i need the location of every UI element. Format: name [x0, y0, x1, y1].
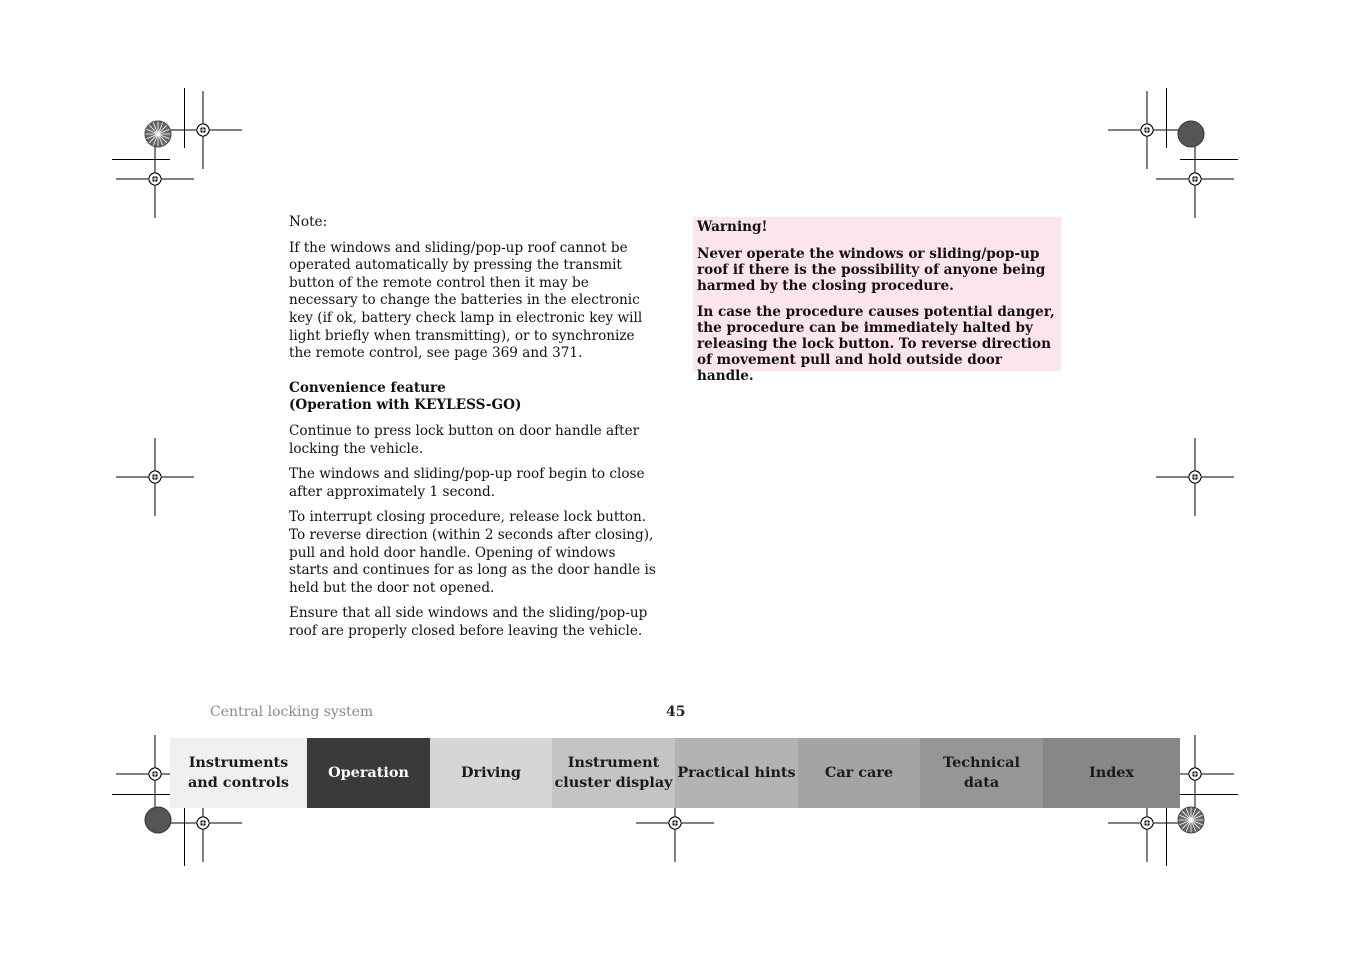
- body-paragraph: Continue to press lock button on door handle after locking the vehicle.: [289, 422, 640, 457]
- color-target: [1178, 807, 1204, 833]
- page-number: 45: [666, 704, 686, 720]
- tab-practical-hints[interactable]: [675, 738, 798, 808]
- warning-box: [693, 217, 1061, 384]
- section-heading-line2: (Operation with KEYLESS-GO): [289, 397, 522, 414]
- tab-label-line1: Driving: [461, 764, 521, 781]
- left-text-column: [289, 214, 657, 648]
- color-target: [1178, 121, 1204, 147]
- color-target: [145, 807, 171, 833]
- tab-label-line1: Index: [1089, 764, 1134, 781]
- tab-label-line1: Practical hints: [677, 764, 796, 781]
- body-paragraph: To interrupt closing procedure, release lock button. To reverse direction (within 2 seconds after closing), pull and hold door handle. Opening of windows starts and continues for as long as the door handle is held but the door not opened.: [289, 509, 656, 596]
- tab-instruments-and-controls[interactable]: [170, 738, 307, 808]
- tab-label-line1: Operation: [328, 764, 409, 781]
- tab-technical-data[interactable]: [920, 738, 1043, 808]
- tab-label-line2: data: [963, 774, 1000, 791]
- tab-label-line1: Instruments: [188, 754, 289, 771]
- tab-label-line1: Technical: [943, 754, 1020, 771]
- tab-index[interactable]: [1043, 738, 1180, 808]
- warning-title: Warning!: [697, 219, 768, 235]
- warning-paragraph: Never operate the windows or sliding/pop-up roof if there is the possibility of anyone being harmed by the closing procedure.: [697, 246, 1046, 294]
- section-heading: [289, 380, 657, 415]
- registration-target: [164, 91, 242, 169]
- registration-target: [1108, 91, 1186, 169]
- running-title: Central locking system: [210, 704, 374, 720]
- body-paragraph: Ensure that all side windows and the sliding/pop-up roof are properly closed before leaving the vehicle.: [289, 605, 648, 639]
- note-paragraph: If the windows and sliding/pop-up roof cannot be operated automatically by pressing the transmit button of the remote control then it may be necessary to change the batteries in the electronic key (if ok, battery check lamp in electronic key will light briefly when transmitting), or to synchronize the remote control, see page 369 and 371.: [289, 239, 643, 362]
- tab-label-line1: Instrument: [567, 754, 660, 771]
- tab-label-line2: and controls: [187, 774, 290, 791]
- registration-target: [116, 438, 194, 516]
- body-paragraph: The windows and sliding/pop-up roof begin to close after approximately 1 second.: [289, 466, 645, 500]
- tab-instrument-cluster-display[interactable]: [552, 738, 675, 808]
- registration-target: [116, 140, 194, 218]
- warning-paragraph: In case the procedure causes potential danger, the procedure can be immediately halted by releasing the lock button. To reverse direction of movement pull and hold outside door handle.: [697, 304, 1055, 384]
- registration-target: [1156, 140, 1234, 218]
- section-heading-line1: Convenience feature: [289, 379, 446, 396]
- tab-label-line1: Car care: [824, 764, 894, 781]
- note-label: Note:: [289, 214, 328, 230]
- tab-label-line2: cluster display: [554, 774, 673, 791]
- registration-target: [1156, 438, 1234, 516]
- tab-driving[interactable]: [430, 738, 552, 808]
- chapter-tab-bar: [170, 738, 1180, 808]
- color-target: [145, 121, 171, 147]
- tab-car-care[interactable]: [798, 738, 920, 808]
- tab-operation[interactable]: [307, 738, 430, 808]
